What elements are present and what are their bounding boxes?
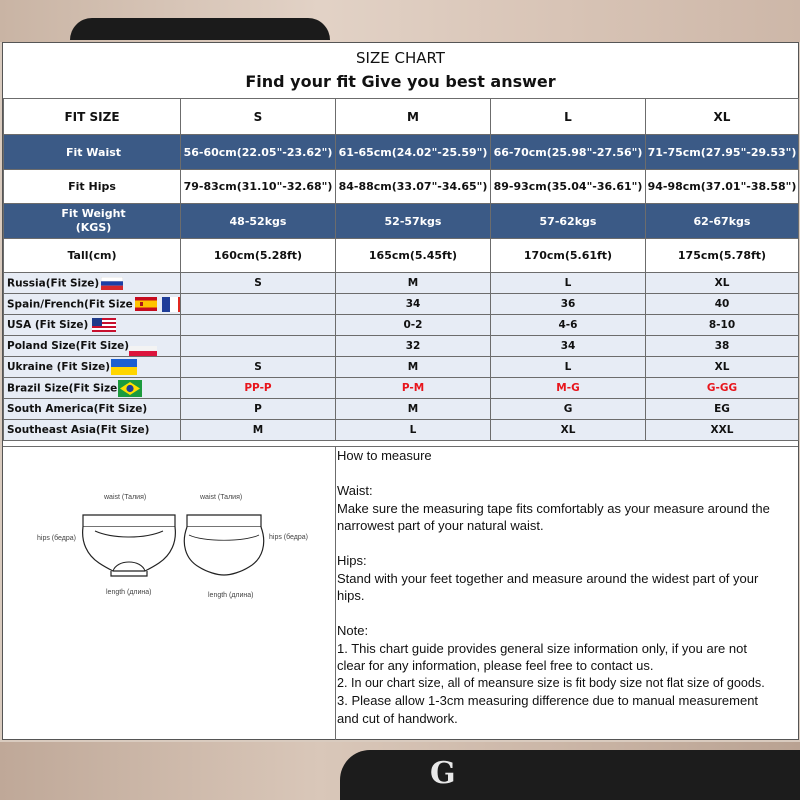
- hips-l: 89-93cm(35.04"-36.61"): [491, 170, 646, 204]
- waist-text-2: narrowest part of your natural waist.: [337, 518, 544, 533]
- region-row-south-america: [4, 399, 799, 420]
- hips-xl: 94-98cm(37.01"-38.58"): [646, 170, 799, 204]
- ukraine-xl: XL: [646, 357, 799, 378]
- poland-xl: 38: [646, 336, 799, 357]
- note-title: Note:: [337, 623, 369, 638]
- waist-xl: 71-75cm(27.95"-29.53"): [646, 135, 799, 170]
- brazil-s-value: PP-P: [244, 382, 272, 394]
- hips-s: 79-83cm(31.10"-32.68"): [181, 170, 336, 204]
- spain-france-xl: 40: [646, 294, 799, 315]
- note-1b: clear for any information, please feel free to contact us.: [337, 658, 654, 673]
- tall-m: 165cm(5.45ft): [336, 239, 491, 273]
- russia-xl: XL: [646, 273, 799, 294]
- briefs-diagram-svg: [3, 447, 335, 740]
- brazil-m: [336, 378, 491, 399]
- region-row-usa: [4, 315, 799, 336]
- usa-s: [181, 315, 336, 336]
- waist-label-front: waist (Талия): [104, 494, 147, 501]
- howto-heading: How to measure: [337, 448, 432, 463]
- russia-flag-icon: [101, 277, 123, 290]
- poland-l: 34: [491, 336, 646, 357]
- ukraine-flag-icon: [111, 359, 137, 375]
- weight-label: [4, 204, 181, 239]
- russia-label: Russia(Fit Size): [7, 277, 100, 289]
- brazil-m-value: P-M: [401, 382, 425, 394]
- south-america-label: South America(Fit Size): [4, 399, 181, 420]
- length-label-front: length (длина): [106, 589, 152, 596]
- length-label-back: length (длина): [208, 592, 254, 599]
- russia-m: M: [336, 273, 491, 294]
- tall-s: 160cm(5.28ft): [181, 239, 336, 273]
- poland-m: 32: [336, 336, 491, 357]
- product-photo-top: [0, 0, 800, 42]
- usa-flag-icon: [92, 318, 116, 332]
- chart-title-block: [3, 43, 798, 99]
- garment-waistband-bottom: [340, 750, 800, 800]
- poland-s: [181, 336, 336, 357]
- brazil-label: Brazil Size(Fit Size: [7, 382, 118, 394]
- note-2: 2. In our chart size, all of meansure size is fit body size not flat size of goods.: [337, 675, 765, 690]
- weight-m: 52-57kgs: [336, 204, 491, 239]
- south-america-l: G: [491, 399, 646, 420]
- spain-france-l: 36: [491, 294, 646, 315]
- region-row-poland: [4, 336, 799, 357]
- waist-title: Waist:: [337, 483, 373, 498]
- weight-s: 48-52kgs: [181, 204, 336, 239]
- size-header-row: [4, 99, 799, 135]
- southeast-asia-label: Southeast Asia(Fit Size): [4, 420, 181, 441]
- south-america-xl: EG: [646, 399, 799, 420]
- poland-label: Poland Size(Fit Size): [7, 340, 130, 352]
- usa-m: 0-2: [336, 315, 491, 336]
- size-s-header: S: [181, 99, 336, 135]
- france-flag-icon: [162, 297, 181, 312]
- chart-subtitle: Find your fit Give you best answer: [245, 72, 556, 91]
- southeast-asia-m: L: [336, 420, 491, 441]
- spain-france-s: [181, 294, 336, 315]
- weight-label-line2: (KGS): [75, 221, 112, 234]
- waist-text-1: Make sure the measuring tape fits comfortably as your measure around the: [337, 500, 770, 516]
- region-row-brazil: [4, 378, 799, 399]
- product-photo-bottom: [0, 742, 800, 800]
- weight-row: [4, 204, 799, 239]
- waist-row: [4, 135, 799, 170]
- waist-m: 61-65cm(24.02"-25.59"): [336, 135, 491, 170]
- hips-m: 84-88cm(33.07"-34.65"): [336, 170, 491, 204]
- size-xl-header: XL: [646, 99, 799, 135]
- brazil-xl-value: G-GG: [706, 382, 738, 394]
- garment-waistband: [70, 18, 330, 40]
- note-1a: 1. This chart guide provides general size information only, if you are not: [337, 640, 747, 656]
- size-l-header: L: [491, 99, 646, 135]
- waist-label: Fit Waist: [4, 135, 181, 170]
- ukraine-m: M: [336, 357, 491, 378]
- hips-text-1: Stand with your feet together and measure around the widest part of your: [337, 570, 759, 586]
- waistband-print-text: G: [430, 756, 460, 791]
- region-row-spain-france: [4, 294, 799, 315]
- hips-label: Fit Hips: [4, 170, 181, 204]
- hips-row: [4, 170, 799, 204]
- weight-xl: 62-67kgs: [646, 204, 799, 239]
- hips-label-back: hips (бедра): [269, 534, 308, 541]
- note-3b: and cut of handwork.: [337, 710, 458, 726]
- tall-xl: 175cm(5.78ft): [646, 239, 799, 273]
- fit-size-header: FIT SIZE: [4, 99, 181, 135]
- brazil-s: [181, 378, 336, 399]
- hips-label-front: hips (бедра): [37, 535, 76, 542]
- size-m-header: M: [336, 99, 491, 135]
- ukraine-l: L: [491, 357, 646, 378]
- size-table: [3, 98, 799, 441]
- measure-guide-section: [3, 446, 798, 740]
- usa-l: 4-6: [491, 315, 646, 336]
- measurement-diagram: [3, 447, 336, 740]
- region-row-ukraine: [4, 357, 799, 378]
- russia-s: S: [181, 273, 336, 294]
- weight-label-line1: Fit Weight: [61, 207, 126, 220]
- waist-label-back: waist (Талия): [200, 494, 243, 501]
- hips-title: Hips:: [337, 553, 367, 568]
- spain-france-label: Spain/French(Fit Size: [7, 298, 133, 310]
- how-to-measure-text: [337, 447, 797, 740]
- spain-flag-icon: [135, 297, 157, 311]
- south-america-m: M: [336, 399, 491, 420]
- brazil-xl: [646, 378, 799, 399]
- hips-text-2: hips.: [337, 588, 365, 603]
- spain-france-m: 34: [336, 294, 491, 315]
- usa-xl: 8-10: [646, 315, 799, 336]
- russia-l: L: [491, 273, 646, 294]
- brazil-l: [491, 378, 646, 399]
- ukraine-label: Ukraine (Fit Size): [7, 361, 111, 373]
- region-row-southeast-asia: [4, 420, 799, 441]
- waist-s: 56-60cm(22.05"-23.62"): [181, 135, 336, 170]
- brazil-l-value: M-G: [556, 382, 580, 394]
- southeast-asia-s: M: [181, 420, 336, 441]
- chart-title: SIZE CHART: [356, 49, 445, 67]
- south-america-s: P: [181, 399, 336, 420]
- waist-l: 66-70cm(25.98"-27.56"): [491, 135, 646, 170]
- poland-flag-icon: [129, 346, 157, 356]
- tall-l: 170cm(5.61ft): [491, 239, 646, 273]
- southeast-asia-xl: XXL: [646, 420, 799, 441]
- briefs-back-drawing: [184, 515, 263, 575]
- tall-row: [4, 239, 799, 273]
- weight-l: 57-62kgs: [491, 204, 646, 239]
- usa-label: USA (Fit Size): [7, 319, 89, 331]
- briefs-front-drawing: [83, 515, 176, 576]
- region-row-russia: [4, 273, 799, 294]
- note-3a: 3. Please allow 1-3cm measuring difference due to manual measurement: [337, 693, 759, 708]
- tall-label: Tall(cm): [4, 239, 181, 273]
- ukraine-s: S: [181, 357, 336, 378]
- brazil-flag-icon: [118, 380, 142, 397]
- southeast-asia-l: XL: [491, 420, 646, 441]
- size-chart-sheet: [2, 42, 799, 740]
